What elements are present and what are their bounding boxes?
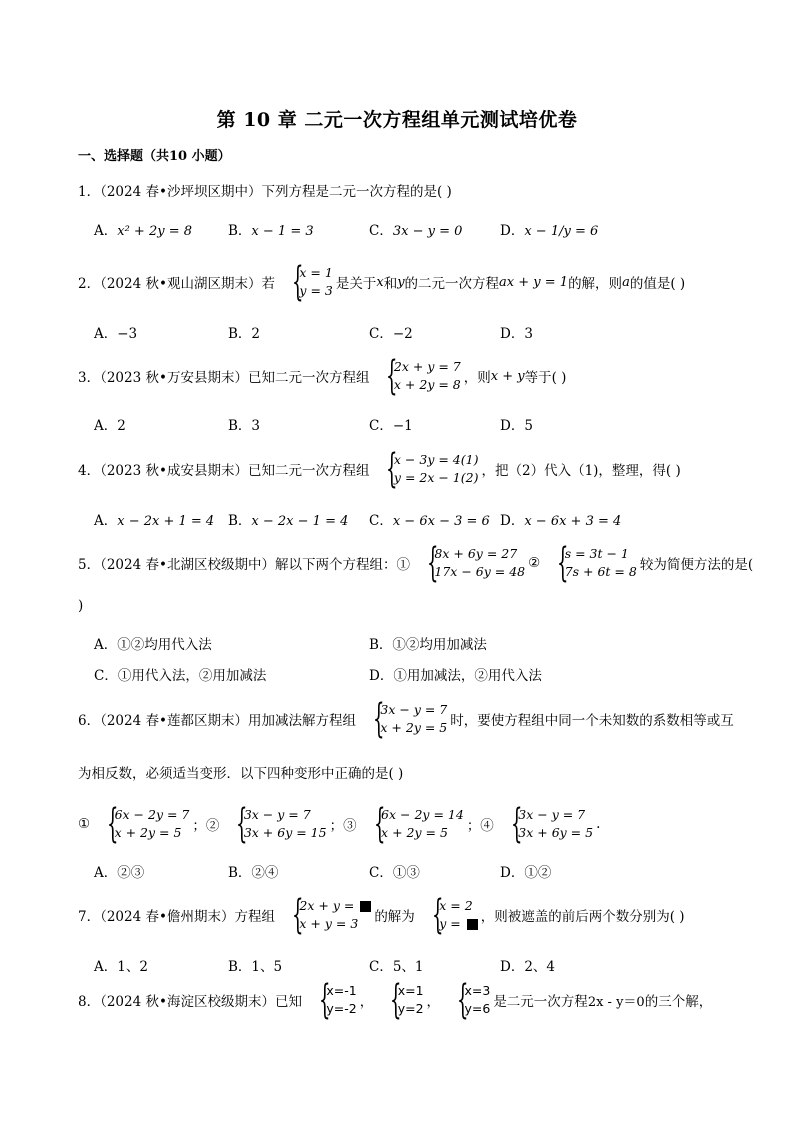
equation-system-variant-4: { 3x − y = 7 3x + 6y = 5 (510, 801, 594, 847)
question-text: 是关于 (335, 276, 377, 292)
equation-system-variant-1: { 6x − 2y = 7 x + 2y = 5 (107, 801, 190, 847)
question-7 (78, 892, 685, 938)
equation-system: { 2x + y = 7 x + 2y = 8 (386, 353, 461, 399)
equation: ax + y = 1 (499, 274, 569, 290)
expression: x + y (490, 368, 525, 384)
option-math: x − 6x + 3 = 4 (524, 514, 622, 529)
question-text: 5．（2024 春•北湖区校级期中）解以下两个方程组：① (78, 557, 410, 573)
option-d: D．5 (500, 418, 533, 434)
option-a: A．①②均用代入法 (94, 637, 212, 653)
equation-system: { x − 3y = 4(1) y = 2x − 1(2) (386, 446, 479, 492)
variable: a (622, 274, 630, 290)
equation-system-variant-3: { 6x − 2y = 14 x + 2y = 5 (373, 801, 464, 847)
option-c: C．5、1 (369, 959, 424, 975)
question-text: 8．（2024 秋•海淀区校级期末）已知 (78, 994, 302, 1010)
question-text: 的解为 (374, 909, 415, 925)
question-4 (78, 446, 681, 492)
masked-value-square (360, 901, 371, 912)
variable: y (397, 274, 405, 290)
option-math: 3x − y = 0 (392, 224, 463, 239)
page-title: 第 10 章 二元一次方程组单元测试培优卷 (216, 109, 578, 131)
masked-value-square (467, 919, 478, 930)
section-heading: 一、选择题（共10 小题） (78, 149, 231, 164)
option-d: D．3 (500, 326, 533, 342)
equation-system: { 2x + y = x + y = 3 (278, 895, 371, 935)
option-b: B．②④ (228, 865, 279, 881)
option-b: B．1、5 (228, 959, 283, 975)
question-text: 4．（2023 秋•成安县期末）已知二元一次方程组 (78, 463, 370, 479)
question-text: . (596, 816, 601, 832)
equation-system-1: { 8x + 6y = 27 17x − 6y = 48 (426, 540, 526, 586)
option-math: x² + 2y = 8 (117, 224, 192, 239)
question-text: 3．（2023 秋•万安县期末）已知二元一次方程组 (78, 370, 370, 386)
option-d: D．2、4 (500, 959, 556, 975)
equation: 2x - y＝0 (587, 994, 645, 1010)
question-text: 2．（2024 秋•观山湖区期末）若 (78, 276, 275, 292)
question-5-continuation (78, 598, 83, 614)
variant-label: ；② (192, 818, 220, 834)
option-b: B．x − 2x − 1 = 4 (228, 513, 349, 529)
solution-system: { x = 2 y = (418, 895, 478, 935)
question-text: 时，要使方程组中同一个未知数的系数相等或互 (450, 713, 734, 729)
question-6-variants (78, 801, 601, 847)
solution-1: { x=-1 y=-2 (318, 977, 357, 1023)
equation-system: { x = 1 y = 3 (291, 259, 333, 305)
option-math: x − 2x − 1 = 4 (251, 514, 349, 529)
option-c: C．−2 (369, 326, 413, 342)
question-8 (78, 977, 713, 1023)
option-a: A．x − 2x + 1 = 4 (94, 513, 215, 529)
solution-3: { x=3 y=6 (457, 977, 491, 1023)
question-text: 6．（2024 春•莲都区期末）用加减法解方程组 (78, 713, 356, 729)
option-c: C．3x − y = 0 (369, 223, 463, 239)
question-5 (78, 540, 754, 586)
option-c: C．①③ (369, 865, 420, 881)
question-text: ，把（2）代入（1)，整理，得( ) (481, 463, 681, 479)
question-6 (78, 696, 734, 742)
variant-label: ；③ (329, 818, 357, 834)
question-text: ， (359, 994, 374, 1010)
question-text: 和 (383, 276, 398, 292)
question-text: 较为简便方法的是( (639, 557, 754, 573)
question-text: 的解，则 (568, 276, 623, 292)
option-b: B．x − 1 = 3 (228, 223, 314, 239)
question-text: 的值是( ) (629, 276, 686, 292)
option-b: B．3 (228, 418, 261, 434)
option-math: x − 2x + 1 = 4 (117, 514, 215, 529)
question-text: ，则 (463, 370, 491, 386)
question-6-line2 (78, 762, 403, 782)
question-text: 为相反数，必须适当变形．以下四种变形中正确的是( ) (78, 766, 404, 782)
solution-2: { x=1 y=2 (390, 977, 424, 1023)
option-d: D．①用加减法，②用代入法 (369, 668, 542, 684)
question-text: ) (78, 598, 84, 614)
variable: x (376, 274, 384, 290)
option-a: A．1、2 (94, 959, 148, 975)
option-c: C．−1 (369, 418, 413, 434)
option-c: C．①用代入法，②用加减法 (94, 668, 267, 684)
option-a: A．②③ (94, 865, 145, 881)
question-3 (78, 353, 567, 399)
question-1 (78, 180, 452, 200)
variant-label: ；④ (466, 818, 494, 834)
question-text: 7．（2024 春•儋州期末）方程组 (78, 909, 275, 925)
option-d: D．x − 1/y = 6 (500, 223, 599, 239)
question-text: 的二元一次方程 (404, 276, 500, 292)
option-d: D．x − 6x + 3 = 4 (500, 513, 622, 529)
option-a: A．2 (94, 418, 126, 434)
question-text: 1．（2024 春•沙坪坝区期中）下列方程是二元一次方程的是( ) (78, 184, 452, 200)
option-b: B．2 (228, 326, 261, 342)
question-text: 等于( ) (524, 370, 567, 386)
option-math: x − 1/y = 6 (524, 224, 599, 239)
equation-system: { 3x − y = 7 x + 2y = 5 (372, 696, 448, 742)
option-a: A．x² + 2y = 8 (94, 223, 192, 239)
option-math: x − 6x − 3 = 6 (392, 514, 490, 529)
option-c: C．x − 6x − 3 = 6 (369, 513, 490, 529)
question-text: 是二元一次方程 (493, 994, 588, 1010)
option-a: A．−3 (94, 326, 138, 342)
question-text: ，则被遮盖的前后两个数分别为( ) (480, 909, 685, 925)
equation-system-variant-2: { 3x − y = 7 3x + 6y = 15 (236, 801, 327, 847)
option-math: x − 1 = 3 (251, 224, 314, 239)
question-2 (78, 259, 686, 305)
option-b: B．①②均用加减法 (369, 637, 487, 653)
question-text: ， (426, 994, 441, 1010)
equation-system-2: { s = 3t − 1 7s + 6t = 8 (557, 540, 637, 586)
variant-label: ① (78, 816, 91, 832)
option-d: D．①② (500, 865, 552, 881)
question-text: 的三个解， (644, 994, 713, 1010)
question-text: ② (528, 555, 541, 571)
